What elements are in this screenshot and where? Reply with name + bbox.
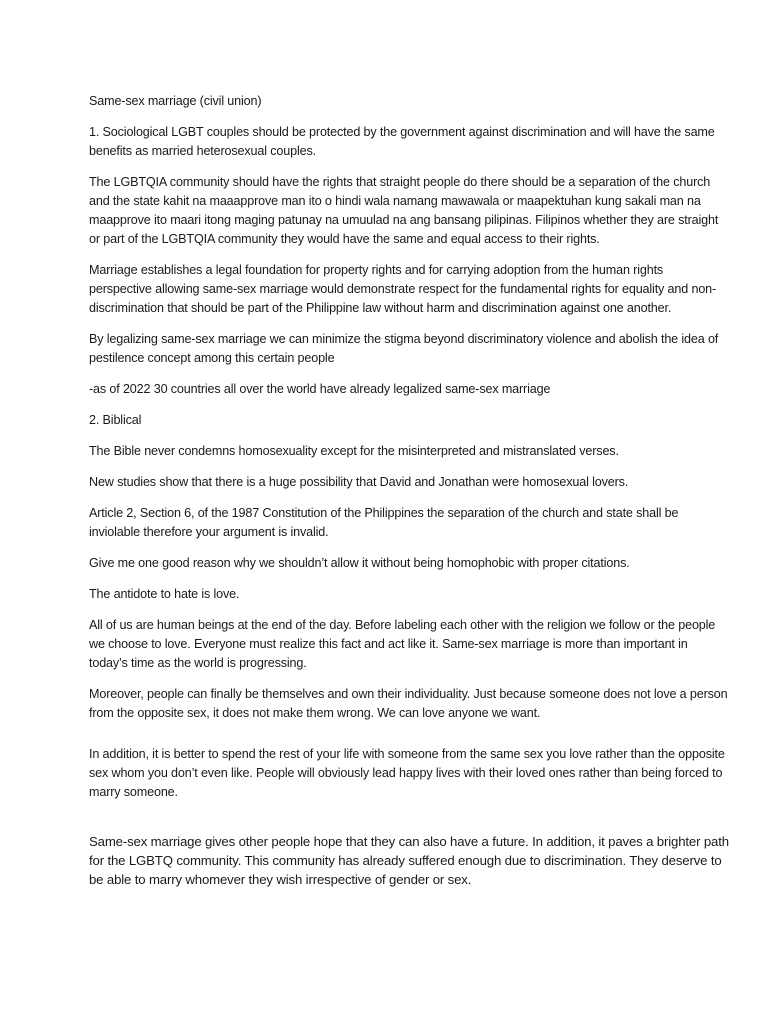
paragraph-legal-foundation: Marriage establishes a legal foundation for property rights and for carrying adoption from the human rights perspective allowing same-sex marriage would demonstrate respect for the fundamental rights for equality and non-discrimination that should be part of the Philippine law without harm and discrimination against one another. [89,263,717,315]
paragraph-constitution: Article 2, Section 6, of the 1987 Constitution of the Philippines the separation of the church and state shall be inviolable therefore your argument is invalid. [89,506,679,539]
document-title: Same-sex marriage (civil union) [89,94,262,108]
paragraph-hope-future: Same-sex marriage gives other people hope that they can also have a future. In addition, it paves a brighter path for the LGBTQ community. This community has already suffered enough due to discrimination. They deserve to be able to marry whomever they wish irrespective of gender or sex. [89,834,729,887]
document-body [89,92,729,901]
paragraph-one-good-reason: Give me one good reason why we shouldn’t allow it without being homophobic with proper citations. [89,556,630,570]
section-heading-biblical: 2. Biblical [89,413,142,427]
paragraph-human-beings: All of us are human beings at the end of the day. Before labeling each other with the religion we follow or the people we choose to love. Everyone must realize this fact and act like it. Same-sex marriage is more than important in today’s time as the world is progressing. [89,618,716,670]
paragraph-individuality: Moreover, people can finally be themselves and own their individuality. Just because someone does not love a person from the opposite sex, it does not make them wrong. We can love anyone we want. [89,687,728,720]
paragraph-david-jonathan: New studies show that there is a huge possibility that David and Jonathan were homosexual lovers. [89,475,629,489]
paragraph-countries-legalized: -as of 2022 30 countries all over the world have already legalized same-sex marriage [89,382,551,396]
paragraph-bible: The Bible never condemns homosexuality except for the misinterpreted and mistranslated verses. [89,444,619,458]
paragraph-spend-life: In addition, it is better to spend the rest of your life with someone from the same sex you love rather than the opposite sex whom you don’t even like. People will obviously lead happy lives with their loved ones rather than being forced to marry someone. [89,747,725,799]
paragraph-minimize-stigma: By legalizing same-sex marriage we can minimize the stigma beyond discriminatory violence and abolish the idea of pestilence concept among this certain people [89,332,719,365]
paragraph-antidote: The antidote to hate is love. [89,587,240,601]
paragraph-lgbtqia-rights: The LGBTQIA community should have the rights that straight people do there should be a separation of the church and the state kahit na maaapprove man ito o hindi wala namang mawawala or maapektuhan kung sakali man na maapprove ito maari itong maging patunay na umuulad na ang bansang pilipinas. Filipinos whether they are straight or part of the LGBTQIA community they would have the same and equal access to their rights. [89,175,719,246]
paragraph-sociological: 1. Sociological LGBT couples should be protected by the government against discrimination and will have the same benefits as married heterosexual couples. [89,125,715,158]
